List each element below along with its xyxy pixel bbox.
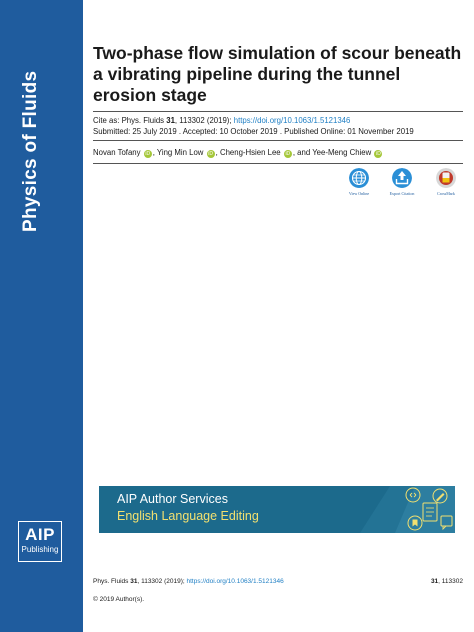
aip-publishing-logo[interactable]: [18, 521, 62, 562]
author-separator: ,: [152, 148, 157, 157]
footer-volume: 31: [430, 578, 439, 585]
copyright-notice: © 2019 Author(s).: [93, 596, 145, 603]
orcid-icon[interactable]: iD: [285, 151, 291, 157]
view-online-label: View Online: [348, 191, 370, 196]
author-services-banner[interactable]: [99, 486, 455, 533]
editing-icons: [335, 486, 455, 533]
crossmark-icon: [436, 168, 456, 188]
crossmark-button[interactable]: [426, 168, 466, 196]
logo-text-publishing: Publishing: [21, 545, 59, 554]
footer-cite-rest: , 113302 (2019);: [137, 578, 187, 585]
footer-cite-volume: 31: [130, 578, 138, 585]
orcid-icon[interactable]: iD: [145, 151, 151, 157]
cite-volume: 31: [166, 116, 175, 125]
divider: [93, 140, 463, 141]
author-separator: ,: [215, 148, 220, 157]
author-separator: , and: [292, 148, 313, 157]
divider: [93, 163, 463, 164]
cite-rest: , 113302 (2019);: [174, 116, 234, 125]
page-footer: [93, 577, 463, 586]
footer-cite-prefix: Phys. Fluids: [93, 578, 131, 585]
article-title: Two-phase flow simulation of scour beneath a vibrating pipeline during the tunnel erosion stage: [93, 43, 462, 105]
author-name[interactable]: Ying Min Low: [156, 148, 204, 157]
export-citation-label: Export Citation: [389, 191, 415, 196]
view-online-button[interactable]: [339, 168, 379, 196]
crossmark-label: CrossMark: [437, 191, 455, 196]
footer-article-number: , 113302: [438, 578, 463, 585]
logo-text-aip: AIP: [25, 525, 55, 544]
journal-sidebar: [0, 0, 83, 632]
divider: [93, 111, 463, 112]
journal-name: Physics of Fluids: [20, 70, 41, 232]
author-list: [93, 148, 383, 158]
citation-line: [93, 116, 350, 126]
footer-page-ref: [431, 577, 463, 586]
author-name[interactable]: Novan Tofany: [93, 148, 141, 157]
banner-subtitle: English Language Editing: [117, 509, 259, 523]
orcid-icon[interactable]: iD: [376, 151, 381, 157]
orcid-icon[interactable]: iD: [208, 151, 213, 157]
footer-doi-link[interactable]: https://doi.org/10.1063/1.5121346: [186, 578, 284, 585]
export-icon: [392, 168, 412, 188]
export-citation-button[interactable]: [382, 168, 422, 196]
cite-prefix: Cite as: Phys. Fluids: [93, 116, 167, 125]
banner-title: AIP Author Services: [117, 492, 228, 506]
globe-icon: [349, 168, 369, 188]
publication-dates: Submitted: 25 July 2019 . Accepted: 10 October 2019 . Published Online: 01 November 2019: [93, 127, 414, 136]
author-name[interactable]: Yee-Meng Chiew: [312, 148, 372, 157]
doi-link[interactable]: https://doi.org/10.1063/1.5121346: [233, 116, 351, 125]
author-name[interactable]: Cheng-Hsien Lee: [219, 148, 281, 157]
